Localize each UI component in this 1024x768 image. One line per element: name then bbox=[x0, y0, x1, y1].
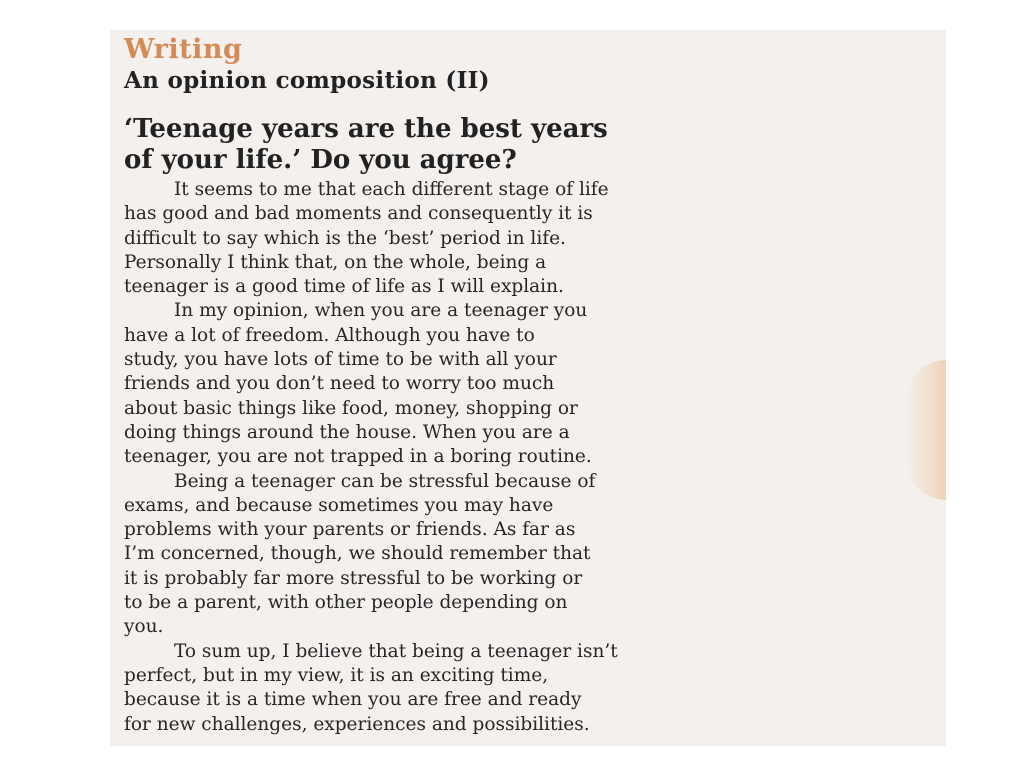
paragraph-2-line: In my opinion, when you are a teenager you bbox=[174, 300, 588, 322]
paragraph-4-line: perfect, but in my view, it is an exciting time, bbox=[124, 664, 549, 686]
paragraph-1-line: It seems to me that each different stage of life bbox=[174, 179, 609, 200]
paragraph-3-line: it is probably far more stressful to be working or bbox=[124, 567, 583, 589]
paragraph-3-line: to be a parent, with other people depending on bbox=[124, 592, 568, 614]
essay-question bbox=[124, 114, 608, 176]
paragraph-1-line: teenager is a good time of life as I will explain. bbox=[124, 276, 564, 298]
paragraph-3-line: problems with your parents or friends. As far as bbox=[124, 519, 576, 541]
paragraph-2-line: have a lot of freedom. Although you have to bbox=[124, 324, 535, 346]
paragraph-1-line: has good and bad moments and consequently it is bbox=[124, 203, 593, 225]
paragraph-3-line: you. bbox=[124, 616, 164, 638]
section-subheading: An opinion composition (II) bbox=[124, 67, 490, 94]
essay-question-line: of your life.’ Do you agree? bbox=[124, 145, 517, 175]
paragraph-2-line: about basic things like food, money, shopping or bbox=[124, 397, 578, 419]
paragraph-2-line: doing things around the house. When you are a bbox=[124, 421, 570, 443]
paragraph-1-line: difficult to say which is the ‘best’ period in life. bbox=[124, 227, 566, 249]
textbook-page bbox=[110, 30, 946, 746]
section-heading: Writing bbox=[124, 34, 243, 65]
paragraph-2-line: teenager, you are not trapped in a boring routine. bbox=[124, 446, 592, 468]
essay-question-line: ‘Teenage years are the best years bbox=[124, 114, 608, 144]
paragraph-1-line: Personally I think that, on the whole, being a bbox=[124, 251, 547, 273]
paragraph-3-line: I’m concerned, though, we should remember that bbox=[124, 543, 591, 565]
essay-body bbox=[124, 178, 946, 737]
paragraph-3-line: exams, and because sometimes you may have bbox=[124, 494, 554, 516]
paragraph-4-line: for new challenges, experiences and possibilities. bbox=[124, 713, 590, 735]
paragraph-2-line: friends and you don’t need to worry too much bbox=[124, 373, 555, 395]
paragraph-2-line: study, you have lots of time to be with all your bbox=[124, 349, 557, 371]
paragraph-3-line: Being a teenager can be stressful because of bbox=[174, 470, 596, 492]
paragraph-4-line: because it is a time when you are free and ready bbox=[124, 689, 582, 711]
paragraph-4-line: To sum up, I believe that being a teenager isn’t bbox=[174, 640, 618, 662]
